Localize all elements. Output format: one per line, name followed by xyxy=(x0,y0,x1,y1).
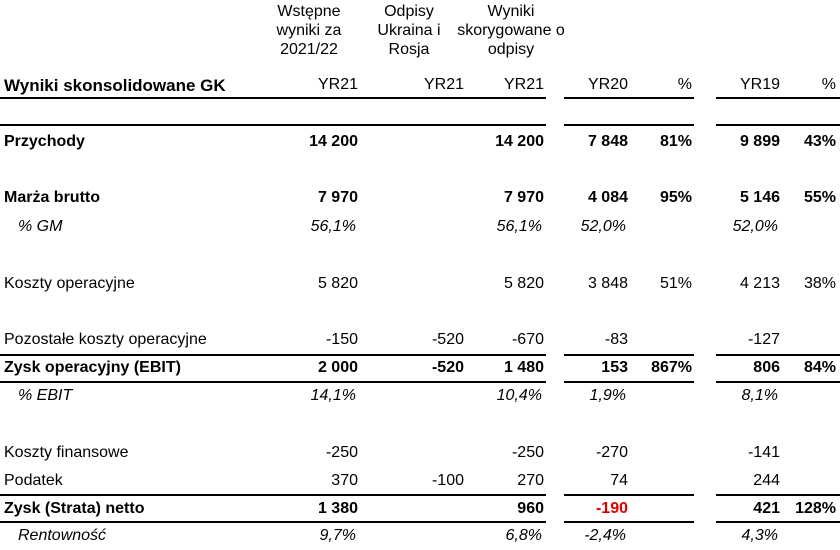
ebit-top-rule-right xyxy=(716,354,840,356)
podatek-c4: 74 xyxy=(610,472,628,489)
podatek-c3: 270 xyxy=(517,472,544,489)
pozostale-c6: -127 xyxy=(747,331,780,348)
ebit-c2: -520 xyxy=(431,359,464,376)
gm-c1: 56,1% xyxy=(310,218,356,235)
koszty-op-c6: 4 213 xyxy=(739,275,780,292)
row-label-gm: % GM xyxy=(18,218,63,235)
koszty-fin-c4: -270 xyxy=(595,444,628,461)
koszty-fin-c3: -250 xyxy=(511,444,544,461)
row-label-rentownosc: Rentowność xyxy=(18,527,107,544)
koszty-op-c7: 38% xyxy=(803,275,836,292)
pozostale-c2: -520 xyxy=(431,331,464,348)
row-label-przychody: Przychody xyxy=(4,133,85,150)
netto-top-rule-left xyxy=(0,494,546,496)
przychody-top-rule-right xyxy=(716,124,840,126)
przychody-c4: 7 848 xyxy=(587,133,628,150)
netto-c7: 128% xyxy=(795,500,836,517)
ebit-c3: 1 480 xyxy=(503,359,544,376)
ebit-pct-c4: 1,9% xyxy=(589,387,626,404)
netto-c1: 1 380 xyxy=(317,500,358,517)
header-rule-left xyxy=(0,97,546,99)
gm-c4: 52,0% xyxy=(580,218,626,235)
przychody-c3: 14 200 xyxy=(495,133,544,150)
rentownosc-c1: 9,7% xyxy=(319,527,356,544)
koszty-op-c3: 5 820 xyxy=(503,275,544,292)
ebit-c7: 84% xyxy=(803,359,836,376)
przychody-top-rule-left xyxy=(0,124,546,126)
pozostale-c3: -670 xyxy=(511,331,544,348)
ebit-top-rule-left xyxy=(0,354,546,356)
koszty-op-c4: 3 848 xyxy=(587,275,628,292)
row-label-ebit-pct: % EBIT xyxy=(18,387,73,404)
header-rule-right xyxy=(716,97,840,99)
ebit-c4: 153 xyxy=(601,359,628,376)
row-label-podatek: Podatek xyxy=(4,472,63,489)
subheader-c3: YR21 xyxy=(503,76,544,93)
subheader-c6: YR19 xyxy=(739,76,780,93)
netto-c6: 421 xyxy=(753,500,780,517)
przychody-c6: 9 899 xyxy=(739,133,780,150)
podatek-c6: 244 xyxy=(753,472,780,489)
subheader-c1: YR21 xyxy=(317,76,358,93)
marza-c5: 95% xyxy=(659,189,692,206)
header-wyniki-skorygowane: Wyniki skorygowane o odpisy xyxy=(457,3,565,58)
row-label-marza: Marża brutto xyxy=(4,189,100,206)
ebit-bottom-rule-right xyxy=(716,381,840,383)
gm-c6: 52,0% xyxy=(732,218,778,235)
row-label-ebit: Zysk operacyjny (EBIT) xyxy=(4,359,181,376)
rentownosc-c4: -2,4% xyxy=(584,527,626,544)
netto-bottom-rule-mid xyxy=(564,521,694,523)
koszty-fin-c6: -141 xyxy=(747,444,780,461)
row-label-koszty-operacyjne: Koszty operacyjne xyxy=(4,275,135,292)
netto-top-rule-right xyxy=(716,494,840,496)
ebit-bottom-rule-left xyxy=(0,381,546,383)
rentownosc-c6: 4,3% xyxy=(741,527,778,544)
header-rule-mid xyxy=(564,97,694,99)
marza-c1: 7 970 xyxy=(317,189,358,206)
ebit-c5: 867% xyxy=(651,359,692,376)
marza-c4: 4 084 xyxy=(587,189,628,206)
przychody-top-rule-mid xyxy=(564,124,694,126)
subheader-c5: % xyxy=(677,76,692,93)
przychody-c1: 14 200 xyxy=(309,133,358,150)
marza-c6: 5 146 xyxy=(739,189,780,206)
header-odpisy: Odpisy Ukraina i Rosja xyxy=(377,3,441,58)
marza-c7: 55% xyxy=(803,189,836,206)
koszty-fin-c1: -250 xyxy=(325,444,358,461)
podatek-c1: 370 xyxy=(331,472,358,489)
ebit-bottom-rule-mid xyxy=(564,381,694,383)
netto-bottom-rule-left xyxy=(0,521,546,523)
subheader-c4: YR20 xyxy=(587,76,628,93)
przychody-c7: 43% xyxy=(803,133,836,150)
ebit-pct-c1: 14,1% xyxy=(310,387,356,404)
subheader-c7: % xyxy=(821,76,836,93)
ebit-pct-c3: 10,4% xyxy=(496,387,542,404)
marza-c3: 7 970 xyxy=(503,189,544,206)
row-label-netto: Zysk (Strata) netto xyxy=(4,500,145,517)
pozostale-c1: -150 xyxy=(325,331,358,348)
ebit-c1: 2 000 xyxy=(317,359,358,376)
rentownosc-c3: 6,8% xyxy=(505,527,542,544)
przychody-c5: 81% xyxy=(659,133,692,150)
koszty-op-c5: 51% xyxy=(659,275,692,292)
pozostale-c4: -83 xyxy=(604,331,628,348)
netto-c4-negative: -190 xyxy=(595,500,628,517)
netto-c3: 960 xyxy=(517,500,544,517)
netto-bottom-rule-right xyxy=(716,521,840,523)
podatek-c2: -100 xyxy=(431,472,464,489)
row-label-pozostale: Pozostałe koszty operacyjne xyxy=(4,331,207,348)
header-wstepne: Wstępne wyniki za 2021/22 xyxy=(276,3,342,58)
subheader-c2: YR21 xyxy=(423,76,464,93)
ebit-c6: 806 xyxy=(753,359,780,376)
row-label-koszty-finansowe: Koszty finansowe xyxy=(4,444,129,461)
koszty-op-c1: 5 820 xyxy=(317,275,358,292)
ebit-top-rule-mid xyxy=(564,354,694,356)
gm-c3: 56,1% xyxy=(496,218,542,235)
ebit-pct-c6: 8,1% xyxy=(741,387,778,404)
netto-top-rule-mid xyxy=(564,494,694,496)
table-title: Wyniki skonsolidowane GK xyxy=(4,76,226,95)
